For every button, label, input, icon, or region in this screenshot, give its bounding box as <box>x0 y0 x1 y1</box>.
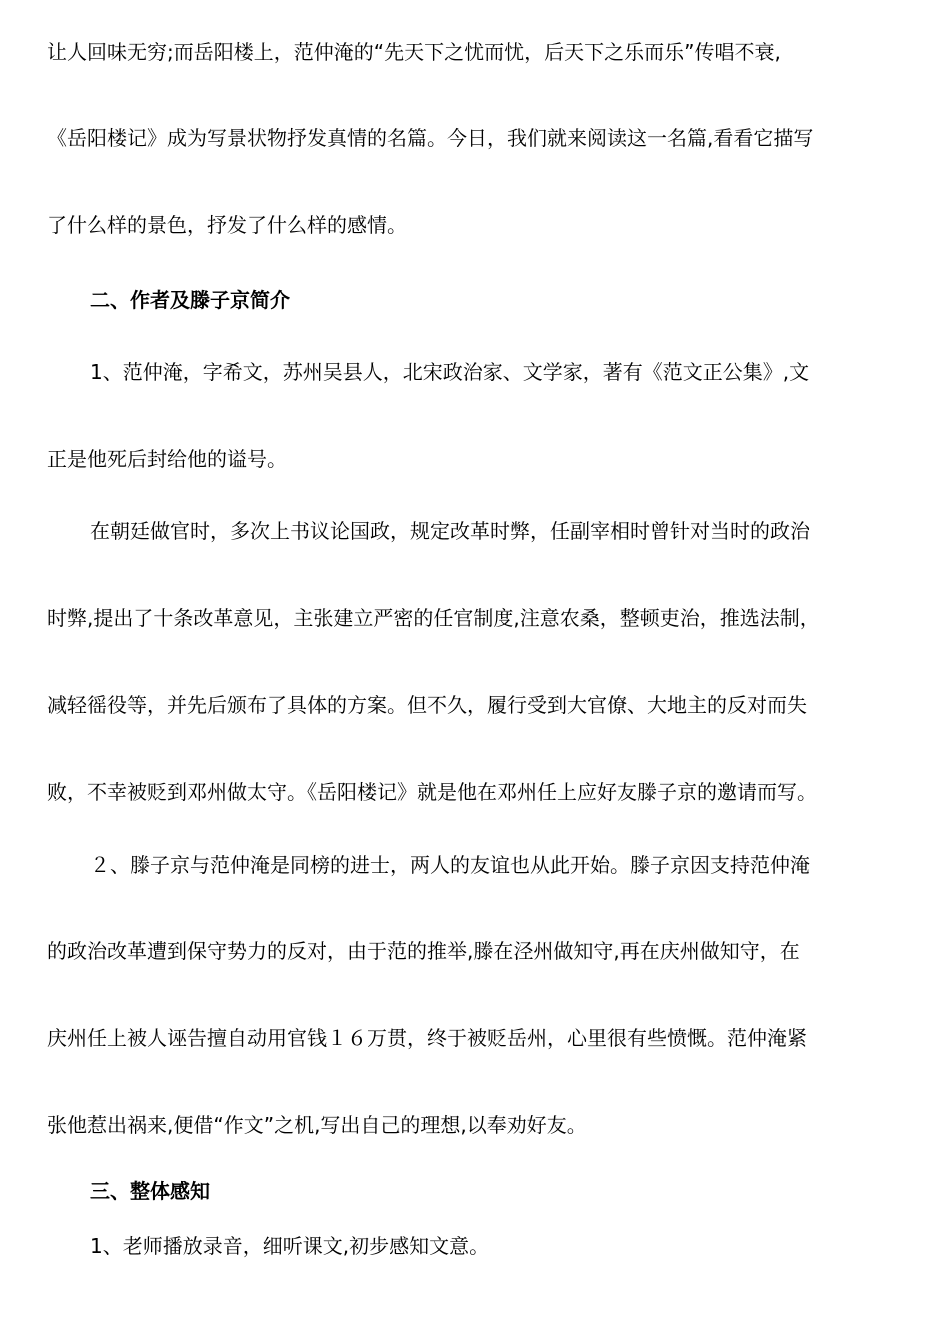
paragraph-line-5: 1、范仲淹，字希文，苏州吴县人，北宋政治家、文学家，著有《范文正公集》,文 <box>90 360 810 384</box>
section-heading-author: 二、作者及滕子京简介 <box>90 288 290 312</box>
paragraph-line-14: 张他惹出祸来,便借“作文”之机,写出自己的理想,以奉劝好友。 <box>47 1113 587 1137</box>
paragraph-line-2: 《岳阳楼记》成为写景状物抒发真情的名篇。今日，我们就来阅读这一名篇,看看它描写 <box>47 126 814 150</box>
paragraph-line-9: 减轻徭役等，并先后颁布了具体的方案。但不久，履行受到大官僚、大地主的反对而失 <box>47 693 807 717</box>
paragraph-line-16: 1、老师播放录音，细听课文,初步感知文意。 <box>90 1234 490 1258</box>
paragraph-line-10: 败，不幸被贬到邓州做太守。《岳阳楼记》就是他在邓州任上应好友滕子京的邀请而写。 <box>47 780 817 804</box>
paragraph-line-1: 让人回味无穷;而岳阳楼上，范仲淹的“先天下之忧而忧，后天下之乐而乐”传唱不衰, <box>47 40 781 64</box>
paragraph-line-13: 庆州任上被人诬告擅自动用官钱１６万贯，终于被贬岳州，心里很有些愤慨。范仲淹紧 <box>47 1026 807 1050</box>
paragraph-line-11: ２、滕子京与范仲淹是同榜的进士，两人的友谊也从此开始。滕子京因支持范仲淹 <box>90 853 810 877</box>
paragraph-line-6: 正是他死后封给他的谥号。 <box>47 447 287 471</box>
section-heading-overall: 三、整体感知 <box>90 1179 210 1203</box>
paragraph-line-8: 时弊,提出了十条改革意见，主张建立严密的任官制度,注意农桑，整顿吏治，推选法制， <box>47 606 820 630</box>
paragraph-line-3: 了什么样的景色，抒发了什么样的感情。 <box>47 213 407 237</box>
paragraph-line-12: 的政治改革遭到保守势力的反对，由于范的推举,滕在泾州做知守,再在庆州做知守，在 <box>47 939 800 963</box>
paragraph-line-7: 在朝廷做官时，多次上书议论国政，规定改革时弊，任副宰相时曾针对当时的政治 <box>90 519 810 543</box>
